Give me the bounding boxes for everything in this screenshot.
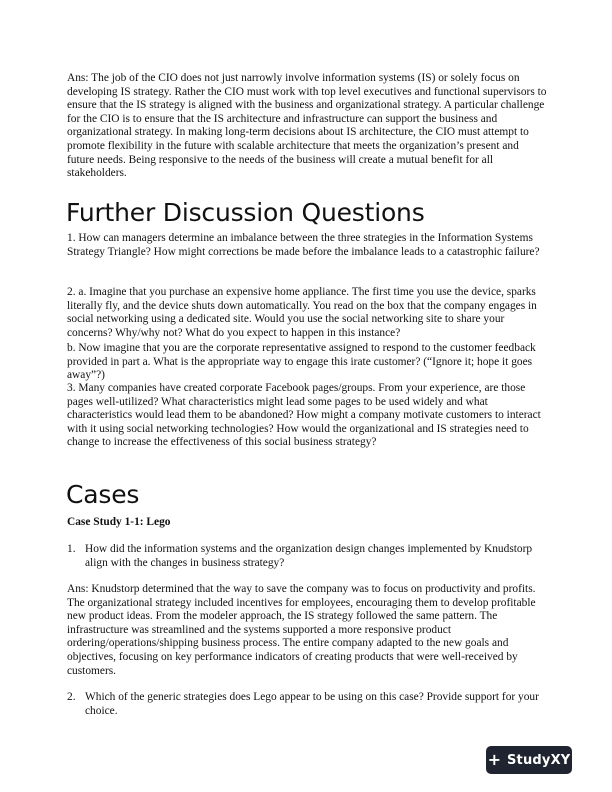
further-discussion-heading: Further Discussion Questions bbox=[66, 198, 425, 227]
case-study-title: Case Study 1-1: Lego bbox=[67, 516, 171, 528]
discussion-question-2b: b. Now imagine that you are the corporate representative assigned to respond to the customer feedback provided in part a. What is the appropriate way to engage this irate customer? (“Ignore it; hope it goes away”?) bbox=[67, 342, 536, 382]
studyxy-watermark-badge bbox=[486, 746, 572, 774]
case-question-1: How did the information systems and the organization design changes implemented by Knudstorp align with the changes in business strategy? bbox=[85, 543, 533, 569]
plus-icon: + bbox=[487, 750, 501, 769]
studyxy-logo-text: StudyXY bbox=[506, 752, 571, 768]
discussion-question-3: 3. Many companies have created corporate Facebook pages/groups. From your experience, are those pages well-utilized? What characteristics might lead some pages to be used widely and what characteristics would lead them to be abandoned? How might a company motivate customers to interact with it using social networking technologies? How would the organizational and IS strategies need to change to increase the effectiveness of this social business strategy? bbox=[67, 382, 541, 449]
intro-answer-paragraph: Ans: The job of the CIO does not just narrowly involve information systems (IS) or solely focus on developing IS strategy. Rather the CIO must work with top level executives and functional supervisors to ensure that the IS strategy is aligned with the business and organizational strategy. A particular challenge for the CIO is to ensure that the IS architecture and infrastructure can support the business and organizational strategy. In making long-term decisions about IS architecture, the CIO must attempt to promote flexibility in the future with scalable architecture that meets the organization’s present and future needs. Being responsive to the needs of the business will create a mutual benefit for all stakeholders. bbox=[67, 72, 547, 180]
case-question-1-number: 1. bbox=[67, 543, 76, 555]
discussion-question-2a: 2. a. Imagine that you purchase an expensive home appliance. The first time you use the device, sparks literally fly, and the device shuts down automatically. You read on the box that the company engages in social networking using a dedicated site. Would you use the social networking site to share your concerns? Why/why not? What do you expect to happen in this instance? bbox=[67, 286, 537, 339]
case-question-2: Which of the generic strategies does Lego appear to be using on this case? Provide support for your choice. bbox=[85, 691, 539, 717]
cases-heading: Cases bbox=[66, 480, 140, 509]
discussion-question-1: 1. How can managers determine an imbalance between the three strategies in the Information Systems Strategy Triangle? How might corrections be made before the imbalance leads to a catastrophic failure? bbox=[67, 232, 540, 258]
case-question-2-number: 2. bbox=[67, 691, 76, 703]
case-answer-1: Ans: Knudstorp determined that the way to save the company was to focus on productivity and profits. The organizational strategy included incentives for employees, encouraging them to develop profitable new product ideas. From the modeler approach, the IS strategy followed the same pattern. The infrastructure was streamlined and the systems supported a more responsive product ordering/operations/shipping business process. The entire company adapted to the new goals and objectives, focusing on key performance indicators of creating products that were well-received by customers. bbox=[67, 583, 536, 677]
